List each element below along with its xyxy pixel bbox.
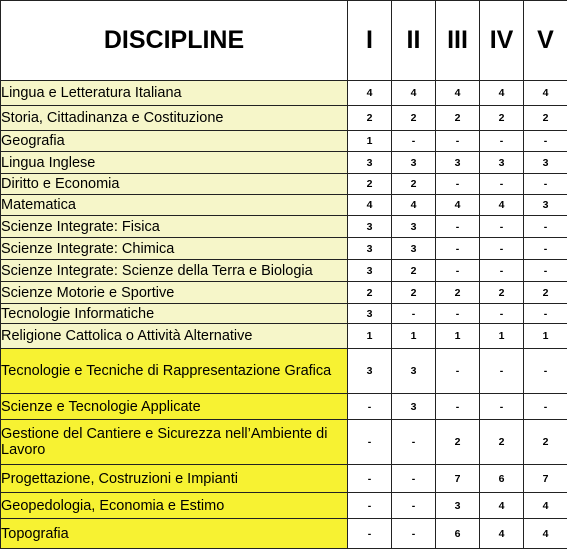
hours-cell: 2 bbox=[392, 260, 436, 282]
header-year-3: III bbox=[436, 1, 480, 81]
hours-cell: 7 bbox=[436, 465, 480, 493]
hours-cell: 1 bbox=[392, 324, 436, 349]
subject-cell: Religione Cattolica o Attività Alternative bbox=[1, 324, 348, 349]
hours-cell: 4 bbox=[436, 195, 480, 216]
hours-cell: 4 bbox=[392, 195, 436, 216]
table-row bbox=[1, 349, 567, 394]
hours-cell: 3 bbox=[436, 152, 480, 174]
table-row bbox=[1, 420, 567, 465]
table-row bbox=[1, 152, 567, 174]
hours-cell: - bbox=[392, 519, 436, 549]
header-year-2: II bbox=[392, 1, 436, 81]
hours-cell: 2 bbox=[348, 282, 392, 304]
hours-cell: 2 bbox=[436, 282, 480, 304]
table-row bbox=[1, 519, 567, 549]
header-year-1: I bbox=[348, 1, 392, 81]
table-row bbox=[1, 195, 567, 216]
hours-cell: 3 bbox=[524, 195, 567, 216]
table-row bbox=[1, 238, 567, 260]
hours-cell: - bbox=[348, 394, 392, 420]
table-row bbox=[1, 493, 567, 519]
hours-cell: 7 bbox=[524, 465, 567, 493]
table-row bbox=[1, 260, 567, 282]
hours-cell: - bbox=[524, 174, 567, 195]
hours-cell: - bbox=[480, 238, 524, 260]
subject-cell: Topografia bbox=[1, 519, 348, 549]
hours-cell: - bbox=[436, 238, 480, 260]
table-row bbox=[1, 216, 567, 238]
hours-cell: - bbox=[392, 465, 436, 493]
hours-cell: - bbox=[524, 349, 567, 394]
table-row bbox=[1, 106, 567, 131]
hours-cell: 4 bbox=[480, 195, 524, 216]
hours-cell: - bbox=[348, 420, 392, 465]
hours-cell: 3 bbox=[436, 493, 480, 519]
hours-cell: 2 bbox=[480, 106, 524, 131]
subject-cell: Scienze e Tecnologie Applicate bbox=[1, 394, 348, 420]
hours-cell: 1 bbox=[348, 131, 392, 152]
hours-cell: - bbox=[480, 304, 524, 324]
hours-cell: - bbox=[524, 260, 567, 282]
hours-cell: 3 bbox=[348, 238, 392, 260]
table-row bbox=[1, 174, 567, 195]
subject-cell: Diritto e Economia bbox=[1, 174, 348, 195]
hours-cell: - bbox=[392, 493, 436, 519]
hours-cell: 4 bbox=[524, 493, 567, 519]
hours-cell: 4 bbox=[436, 81, 480, 106]
hours-cell: - bbox=[436, 216, 480, 238]
hours-cell: 1 bbox=[436, 324, 480, 349]
hours-cell: - bbox=[436, 131, 480, 152]
subject-cell: Storia, Cittadinanza e Costituzione bbox=[1, 106, 348, 131]
hours-cell: - bbox=[480, 394, 524, 420]
subject-cell: Lingua Inglese bbox=[1, 152, 348, 174]
hours-cell: 1 bbox=[480, 324, 524, 349]
hours-cell: 2 bbox=[392, 106, 436, 131]
hours-cell: 4 bbox=[524, 81, 567, 106]
hours-cell: 4 bbox=[392, 81, 436, 106]
header-year-4: IV bbox=[480, 1, 524, 81]
hours-cell: - bbox=[480, 216, 524, 238]
hours-cell: 1 bbox=[524, 324, 567, 349]
hours-cell: - bbox=[524, 238, 567, 260]
hours-cell: 3 bbox=[392, 152, 436, 174]
hours-cell: 3 bbox=[392, 349, 436, 394]
table-row bbox=[1, 81, 567, 106]
hours-cell: - bbox=[524, 131, 567, 152]
subject-cell: Scienze Motorie e Sportive bbox=[1, 282, 348, 304]
table-row bbox=[1, 394, 567, 420]
subject-cell: Lingua e Letteratura Italiana bbox=[1, 81, 348, 106]
hours-cell: - bbox=[524, 216, 567, 238]
hours-cell: - bbox=[436, 394, 480, 420]
hours-cell: - bbox=[436, 260, 480, 282]
hours-cell: 3 bbox=[348, 216, 392, 238]
hours-cell: - bbox=[524, 304, 567, 324]
subject-cell: Tecnologie Informatiche bbox=[1, 304, 348, 324]
hours-cell: - bbox=[524, 394, 567, 420]
subject-cell: Geografia bbox=[1, 131, 348, 152]
hours-cell: 3 bbox=[348, 152, 392, 174]
hours-cell: 2 bbox=[348, 106, 392, 131]
hours-cell: 2 bbox=[480, 420, 524, 465]
subject-cell: Geopedologia, Economia e Estimo bbox=[1, 493, 348, 519]
subject-cell: Progettazione, Costruzioni e Impianti bbox=[1, 465, 348, 493]
hours-cell: 3 bbox=[392, 394, 436, 420]
hours-cell: 4 bbox=[480, 493, 524, 519]
hours-cell: 3 bbox=[348, 349, 392, 394]
hours-cell: 3 bbox=[392, 216, 436, 238]
hours-cell: - bbox=[480, 131, 524, 152]
hours-cell: 4 bbox=[480, 519, 524, 549]
hours-cell: 3 bbox=[524, 152, 567, 174]
hours-cell: - bbox=[348, 465, 392, 493]
table-row bbox=[1, 304, 567, 324]
hours-cell: 2 bbox=[524, 282, 567, 304]
hours-cell: 4 bbox=[348, 195, 392, 216]
hours-cell: - bbox=[480, 174, 524, 195]
hours-cell: 3 bbox=[480, 152, 524, 174]
subject-cell: Scienze Integrate: Chimica bbox=[1, 238, 348, 260]
hours-cell: 3 bbox=[348, 260, 392, 282]
subject-cell: Tecnologie e Tecniche di Rappresentazione Grafica bbox=[1, 349, 348, 394]
hours-cell: 2 bbox=[392, 174, 436, 195]
subject-cell: Matematica bbox=[1, 195, 348, 216]
hours-cell: 2 bbox=[436, 420, 480, 465]
hours-cell: 6 bbox=[436, 519, 480, 549]
table-row bbox=[1, 324, 567, 349]
hours-cell: 2 bbox=[480, 282, 524, 304]
hours-cell: - bbox=[436, 304, 480, 324]
hours-cell: - bbox=[392, 131, 436, 152]
hours-cell: 4 bbox=[348, 81, 392, 106]
hours-cell: 1 bbox=[348, 324, 392, 349]
hours-cell: 3 bbox=[348, 304, 392, 324]
hours-cell: 2 bbox=[524, 420, 567, 465]
hours-cell: 3 bbox=[392, 238, 436, 260]
table-row bbox=[1, 282, 567, 304]
subject-cell: Gestione del Cantiere e Sicurezza nell’Ambiente di Lavoro bbox=[1, 420, 348, 465]
hours-cell: - bbox=[392, 420, 436, 465]
table-row bbox=[1, 465, 567, 493]
hours-cell: - bbox=[436, 174, 480, 195]
hours-cell: - bbox=[392, 304, 436, 324]
hours-cell: 4 bbox=[480, 81, 524, 106]
hours-cell: - bbox=[436, 349, 480, 394]
hours-cell: - bbox=[480, 349, 524, 394]
hours-cell: 6 bbox=[480, 465, 524, 493]
table-row bbox=[1, 131, 567, 152]
hours-cell: 2 bbox=[436, 106, 480, 131]
hours-cell: 2 bbox=[392, 282, 436, 304]
hours-cell: 2 bbox=[524, 106, 567, 131]
hours-cell: 4 bbox=[524, 519, 567, 549]
subject-cell: Scienze Integrate: Scienze della Terra e Biologia bbox=[1, 260, 348, 282]
hours-cell: - bbox=[348, 519, 392, 549]
header-year-5: V bbox=[524, 1, 567, 81]
header-row bbox=[1, 1, 567, 81]
hours-cell: - bbox=[480, 260, 524, 282]
hours-cell: 2 bbox=[348, 174, 392, 195]
header-discipline: DISCIPLINE bbox=[1, 1, 348, 81]
subject-cell: Scienze Integrate: Fisica bbox=[1, 216, 348, 238]
hours-cell: - bbox=[348, 493, 392, 519]
